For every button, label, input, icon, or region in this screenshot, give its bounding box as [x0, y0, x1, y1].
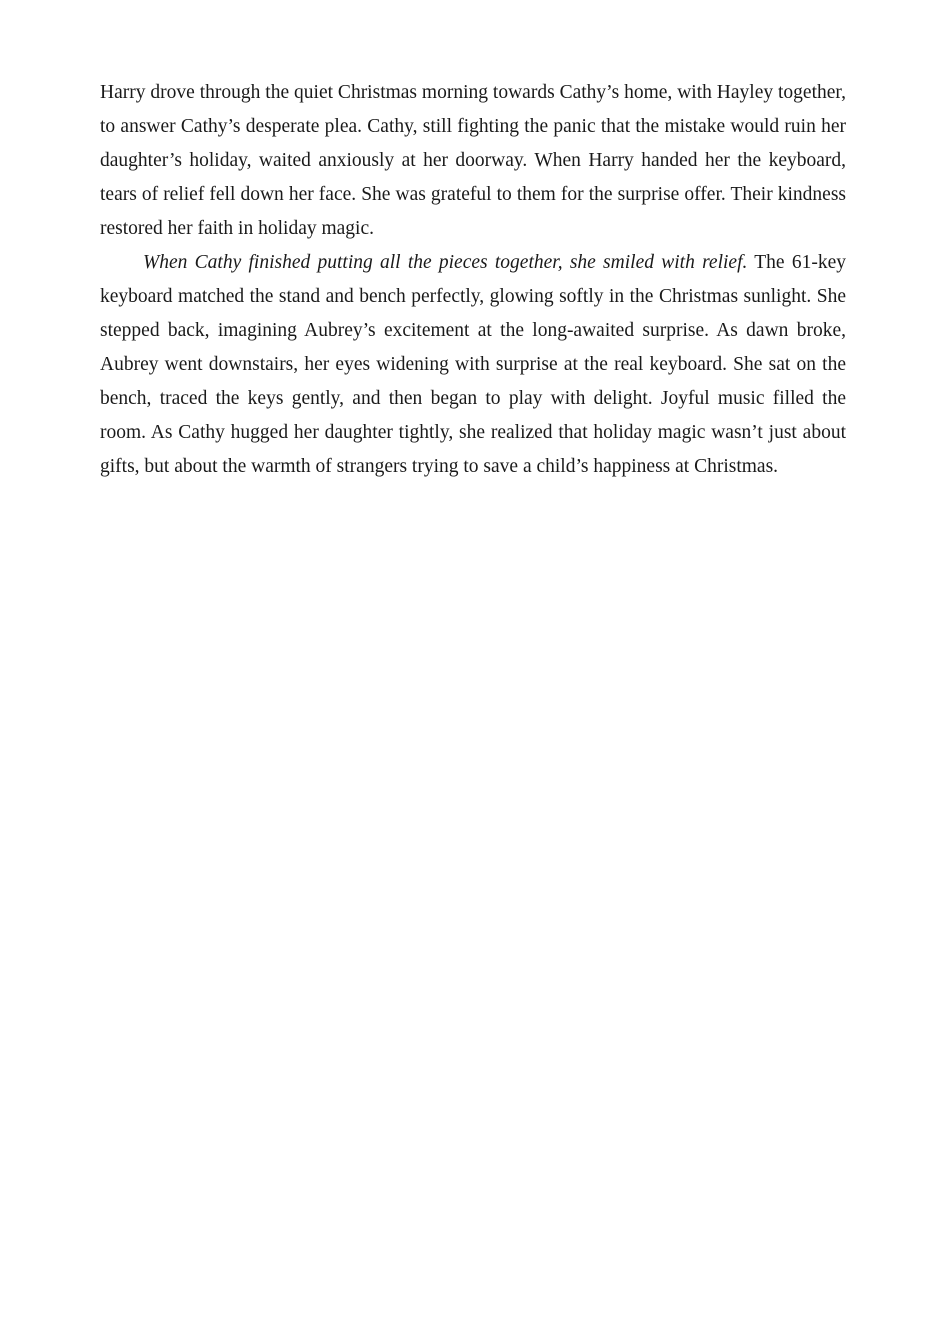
- paragraph-2-text: The 61-key keyboard matched the stand and bench perfectly, glowing softly in the Christmas sunlight. She stepped back, imagining Aubrey’s excitement at the long-awaited surprise. As dawn broke, Aubrey went downstairs, her eyes widening with surprise at the real keyboard. She sat on the bench, traced the keys gently, and then began to play with delight. Joyful music filled the room. As Cathy hugged her daughter tightly, she realized that holiday magic wasn’t just about gifts, but about the warmth of strangers trying to save a child’s happiness at Christmas.: [100, 252, 846, 477]
- paragraph-1: [100, 76, 846, 246]
- paragraph-2-italic-lead: When Cathy finished putting all the pieces together, she smiled with relief.: [143, 252, 748, 273]
- document-body: [100, 76, 846, 484]
- paragraph-1-text: Harry drove through the quiet Christmas morning towards Cathy’s home, with Hayley together, to answer Cathy’s desperate plea. Cathy, still fighting the panic that the mistake would ruin her daughter’s holiday, waited anxiously at her doorway. When Harry handed her the keyboard, tears of relief fell down her face. She was grateful to them for the surprise offer. Their kindness restored her faith in holiday magic.: [100, 82, 846, 239]
- paragraph-2: [100, 246, 846, 484]
